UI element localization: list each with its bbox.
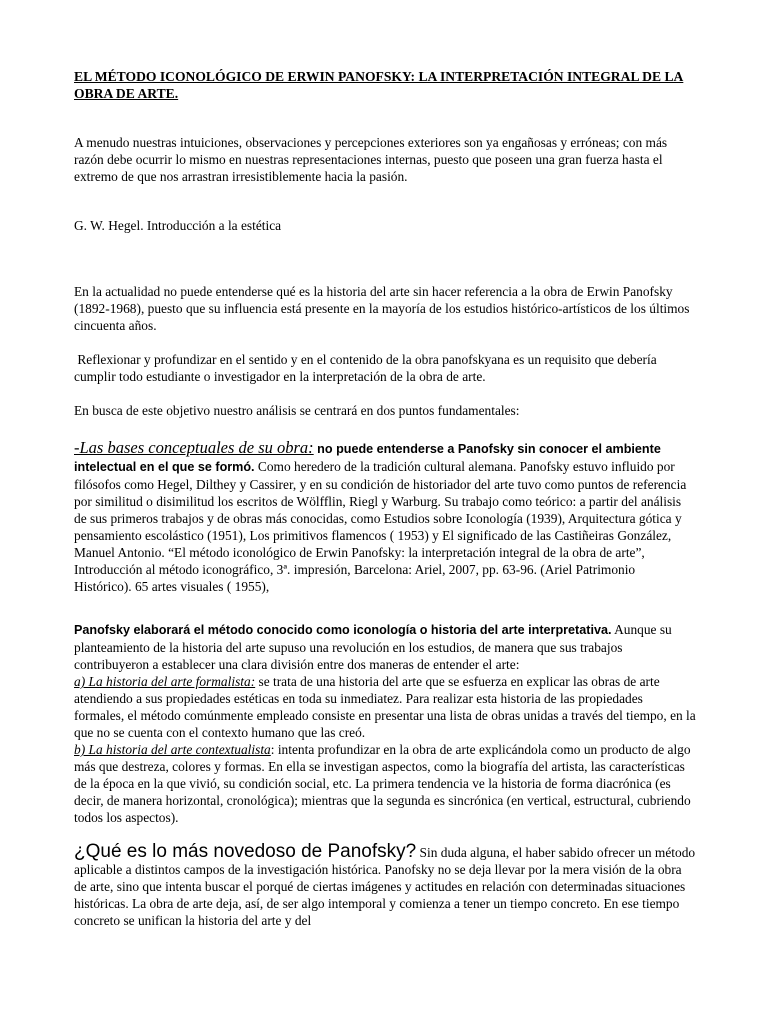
document-title: EL MÉTODO ICONOLÓGICO DE ERWIN PANOFSKY: LA INTERPRETACIÓN INTEGRAL DE LA OBRA DE ARTE. — [74, 69, 684, 101]
intro-paragraph: En la actualidad no puede entenderse qué es la historia del arte sin hacer referencia a la obra de Erwin Panofsky (1892-1968), puesto que su influencia está presente en la mayoría de los estudios histórico-artísticos de los últimos cincuenta años. — [74, 284, 690, 333]
formalist-label: a) La historia del arte formalista: — [74, 674, 256, 689]
reflection-paragraph: Reflexionar y profundizar en el sentido y en el contenido de la obra panofskyana es un requisito que debería cumplir todo estudiante o investigador en la interpretación de la obra de arte. — [74, 352, 661, 384]
novelty-body: Sin duda alguna, el haber sabido ofrecer un método aplicable a distintos campos de la investigación histórica. Panofsky no se deja llevar por la mera visión de la obra de arte, sino que intenta buscar el porqué de ciertas imágenes y actitudes en relación con determinadas situaciones históricas. La obra de arte deja, así, de ser algo intemporal y comienza a tener un tiempo concreto. En ese tiempo concreto se unifican la historia del arte y del — [74, 845, 696, 928]
formalist-text: se trata de una historia del arte que se esfuerza en explicar las obras de arte atendiendo a sus propiedades estéticas en toda su inmediatez. Para realizar esta historia de las propiedades formales, el método comúnmente empleado consiste en presentar una lista de obras unidas a través del tiempo, en la que no se cuenta con el contexto humano que las creó. — [74, 674, 696, 740]
iconology-bold: Panofsky elaborará el método conocido como iconología o historia del arte interpretativa. — [74, 623, 612, 637]
iconology-body: Aunque su planteamiento de la historia del arte supuso una revolución en los estudios, de manera que sus trabajos contribuyeron a establecer una clara división entre dos maneras de entender el arte: — [74, 622, 672, 672]
section-iconology — [74, 621, 696, 826]
section-body: Como heredero de la tradición cultural alemana. Panofsky estuvo influido por filósofos como Hegel, Dilthey y Cassirer, y en su condición de historiador del arte tuvo como puntos de referencia por similitud o disimilitud los escritos de Wölfflin, Riegl y Warburg. Su trabajo como teórico: a partir del análisis de sus primeros trabajos y de obras más conocidas, como Estudios sobre Iconología (1939), Arquitectura gótica y pensamiento escolástico (1951), Los primitivos flamencos ( 1953) y El significado de las Castiñeiras González, Manuel Antonio. “El método iconológico de Erwin Panofsky: la interpretación integral de la obra de arte”, Introducción al método iconográfico, 3ª. impresión, Barcelona: Ariel, 2007, pp. 63-96. (Ariel Patrimonio Histórico). 65 artes visuales ( 1955), — [74, 459, 687, 594]
section-lead-bold: no puede entenderse a Panofsky sin conocer el ambiente intelectual en el que se formó. — [74, 442, 661, 474]
epigraph-source: G. W. Hegel. Introducción a la estética — [74, 218, 282, 233]
section-conceptual-bases — [74, 439, 696, 595]
contextualist-text: : intenta profundizar en la obra de arte explicándola como un producto de algo más que destreza, colores y formas. En ella se investigan aspectos, como la biografía del artista, las características de la época en la que vivió, su condición social, etc. La primera tendencia ve la historia de forma diacrónica (es decir, de manera horizontal, cronológica); mientras que la segunda es sincrónica (en vertical, estructural, cubriendo todos los aspectos). — [74, 742, 691, 825]
contextualist-label: b) La historia del arte contextualista — [74, 742, 271, 757]
section-lead: -Las bases conceptuales de su obra: — [74, 438, 314, 457]
epigraph: A menudo nuestras intuiciones, observaciones y percepciones exteriores son ya engañosas y erróneas; con más razón debe ocurrir lo mismo en nuestras representaciones internas, puesto que poseen una gran fuerza hasta el extremo de que nos arrastran irresistiblemente hacia la pasión. — [74, 135, 668, 184]
document-page — [74, 68, 696, 929]
objective-paragraph: En busca de este objetivo nuestro análisis se centrará en dos puntos fundamentales: — [74, 403, 520, 418]
section-novelty — [74, 843, 696, 929]
novelty-heading: ¿Qué es lo más novedoso de Panofsky? — [74, 841, 417, 862]
